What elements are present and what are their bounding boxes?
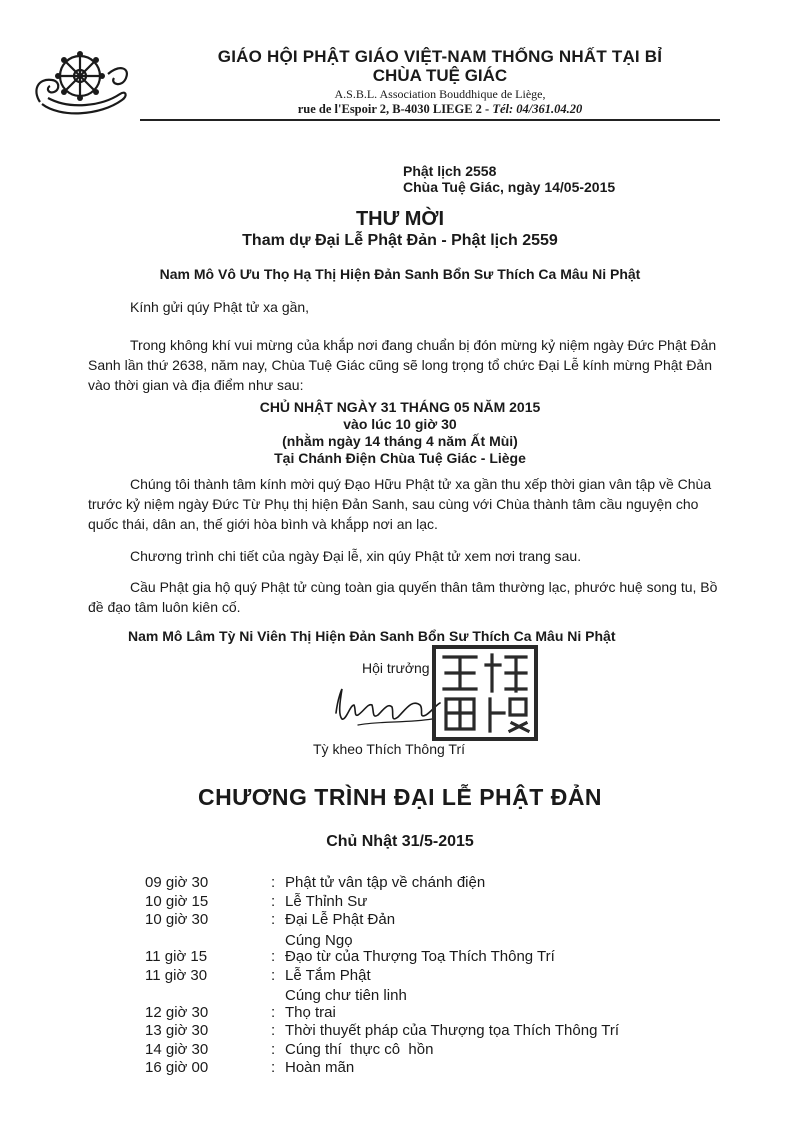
schedule-row [145,893,765,912]
signer-name: Tỳ kheo Thích Thông Trí [313,741,466,757]
schedule-time: 13 giờ 30 [145,1022,209,1039]
opening-homage: Nam Mô Vô Ưu Thọ Hạ Thị Hiện Đản Sanh Bổn Sư Thích Ca Mâu Ni Phật [159,266,641,282]
paragraph-invitation: Chúng tôi thành tâm kính mời quý Đạo Hữu Phật tử xa gần thu xếp thời gian vân tập về Chùa trước kỷ niệm ngày Đức Từ Phụ thị hiện Đản Sanh, sau cùng với Chùa thành tâm cầu nguyện cho quốc thái, dân an, thế giới hòa bình và khắpp nơi an lạc. [88,476,712,532]
schedule-activity: Lễ Tắm Phật [285,966,371,984]
header-divider [140,119,720,121]
closing-homage: Nam Mô Lâm Tỳ Ni Viên Thị Hiện Đản Sanh Bổn Sư Thích Ca Mâu Ni Phật [128,628,616,644]
schedule-row-continuation [145,930,765,949]
street-address: rue de l'Espoir 2, B-4030 LIEGE 2 - [297,102,493,116]
official-seal-stamp [430,643,540,743]
schedule-separator: : [271,1040,280,1058]
schedule-row [145,911,765,930]
schedule-activity: Lễ Thỉnh Sư [285,892,368,910]
program-date: Chủ Nhật 31/5-2015 [326,833,474,850]
schedule-activity-continuation: Cúng chư tiên linh [285,987,407,1004]
schedule-separator: : [271,948,280,965]
address-line [150,102,730,117]
schedule-activity: Thời thuyết pháp của Thượng tọa Thích Thông Trí [285,1022,620,1039]
schedule-time: 16 giờ 00 [145,1059,209,1076]
program-title: CHƯƠNG TRÌNH ĐẠI LỄ PHẬT ĐẢN [197,784,603,810]
schedule-row-continuation [145,985,765,1004]
schedule-time: 10 giờ 30 [145,911,209,928]
event-lunar-date: (nhằm ngày 14 tháng 4 năm Ất Mùi) [282,433,518,449]
schedule-separator: : [271,874,280,891]
invitation-subtitle: Tham dự Đại Lễ Phật Đản - Phật lịch 2559 [242,232,558,249]
schedule-separator: : [271,892,280,910]
schedule-separator: : [271,1003,280,1021]
temple-logo-dharma-wheel [30,44,140,124]
handwritten-signature [328,675,443,735]
schedule-row [145,874,765,893]
event-date: CHỦ NHẬT NGÀY 31 THÁNG 05 NĂM 2015 [259,399,541,415]
buddhist-calendar-year: Phật lịch 2558 [403,163,497,179]
schedule-time: 11 giờ 30 [145,966,208,984]
schedule-time: 11 giờ 15 [145,948,208,965]
schedule-row [145,1022,765,1041]
schedule-activity: Đạo từ của Thượng Toạ Thích Thông Trí [285,948,555,965]
schedule-activity: Cúng thí thực cô hồn [285,1040,434,1058]
invitation-title: THƯ MỜI [355,208,445,230]
schedule-row [145,967,765,986]
temple-name: CHÙA TUỆ GIÁC [372,66,508,85]
schedule-row [145,1041,765,1060]
paragraph-program-note: Chương trình chi tiết của ngày Đại lễ, xin qúy Phật tử xem nơi trang sau. [130,548,582,564]
schedule-separator: : [271,966,280,984]
greeting: Kính gửi qúy Phật tử xa gần, [130,299,310,315]
schedule-row [145,1004,765,1023]
event-place: Tại Chánh Điện Chùa Tuệ Giác - Liège [274,450,526,466]
program-schedule [145,874,765,1078]
telephone: Tél: 04/361.04.20 [492,102,583,116]
letter-date: Chùa Tuệ Giác, ngày 14/05-2015 [403,179,616,195]
schedule-separator: : [271,1022,280,1039]
schedule-activity: Hoàn mãn [285,1059,355,1076]
paragraph-intro: Trong không khí vui mừng của khắp nơi đang chuẩn bị đón mừng kỷ niệm ngày Đức Phật Đản Sanh lần thứ 2638, năm nay, Chùa Tuệ Giác cũng sẽ long trọng tổ chức Đại Lễ kính mừng Phật Đản vào thời gian và địa điểm như sau: [88,337,717,393]
schedule-activity-continuation: Cúng Ngọ [285,931,353,949]
signer-title: Hội trưởng [362,660,430,676]
association-line: A.S.B.L. Association Bouddhique de Liège, [334,87,546,101]
schedule-time: 10 giờ 15 [145,892,209,910]
schedule-activity: Thọ trai [285,1003,336,1021]
schedule-activity: Đại Lễ Phật Đản [285,911,396,928]
schedule-separator: : [271,911,280,928]
organization-title: GIÁO HỘI PHẬT GIÁO VIỆT-NAM THỐNG NHẤT TẠI BỈ [217,47,663,66]
schedule-row [145,948,765,967]
paragraph-blessing: Cầu Phật gia hộ quý Phật tử cùng toàn gia quyến thân tâm thường lạc, phước huệ song tu, Bồ đề đạo tâm luôn kiên cố. [88,579,718,615]
schedule-row [145,1059,765,1078]
schedule-time: 09 giờ 30 [145,874,209,891]
schedule-activity: Phật tử vân tập về chánh điện [285,874,486,891]
schedule-time: 12 giờ 30 [145,1003,209,1021]
event-time: vào lúc 10 giờ 30 [343,416,457,432]
schedule-separator: : [271,1059,280,1076]
schedule-time: 14 giờ 30 [145,1040,209,1058]
